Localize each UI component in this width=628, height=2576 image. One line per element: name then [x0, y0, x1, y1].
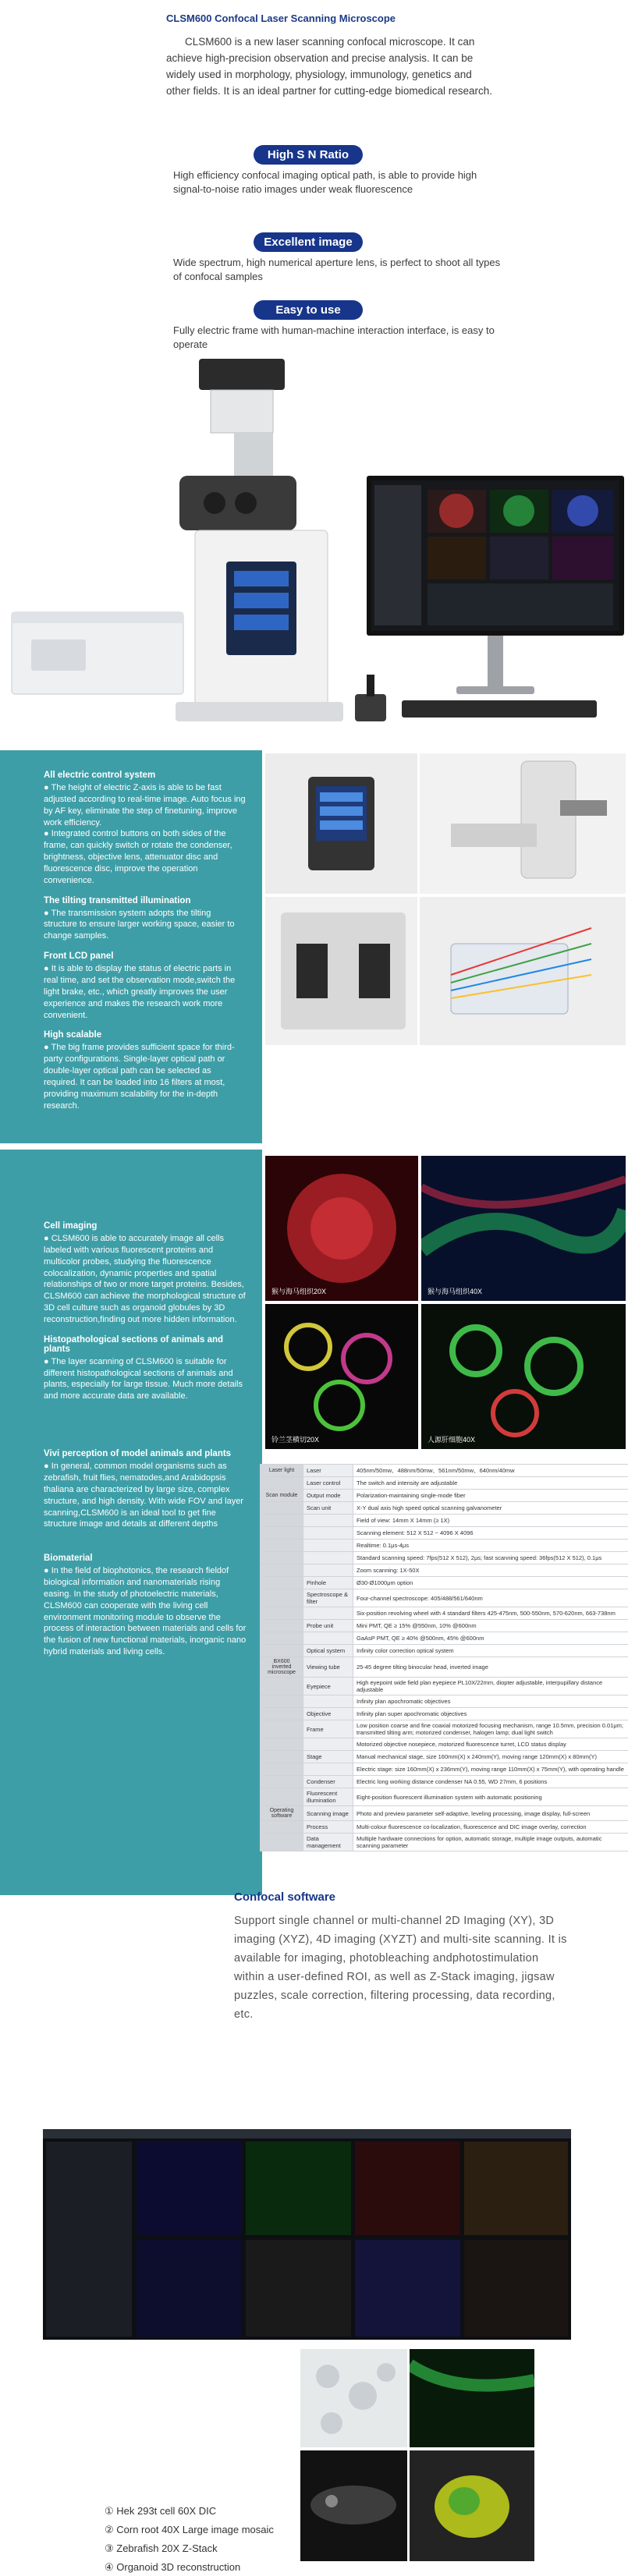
spec-value-cell: Realtime: 0.1μs-4μs: [353, 1540, 628, 1552]
spec-row: [261, 1515, 628, 1527]
spec-name-cell: [303, 1738, 353, 1751]
spec-name-cell: [303, 1632, 353, 1645]
gallery-image-4: [421, 1304, 626, 1449]
spec-group-cell: Operating software: [261, 1806, 303, 1821]
spec-group-cell: [261, 1540, 303, 1552]
spec-name-cell: Laser control: [303, 1477, 353, 1490]
spec-name-cell: Scan unit: [303, 1502, 353, 1515]
spec-group-cell: [261, 1515, 303, 1527]
applications-panel: [0, 1150, 262, 1895]
spec-group-cell: [261, 1607, 303, 1620]
spec-row: [261, 1708, 628, 1720]
spec-value-cell: Infinity plan super apochromatic objectives: [353, 1708, 628, 1720]
spec-name-cell: Fluorescent illumination: [303, 1788, 353, 1806]
hardware-title-3: Front LCD panel: [44, 951, 114, 962]
spec-value-cell: Field of view: 14mm X 14mm (≥ 1X): [353, 1515, 628, 1527]
hardware-features-panel: [0, 750, 262, 1143]
optical-path-diagram: [420, 897, 626, 1045]
spec-row: [261, 1788, 628, 1806]
sample-item-2: ② Corn root 40X Large image mosaic: [105, 2524, 274, 2536]
spec-group-cell: [261, 1552, 303, 1564]
spec-name-cell: Optical system: [303, 1645, 353, 1657]
gallery-caption-2: 猴与海马组织40X: [428, 1288, 483, 1295]
lcd-panel-photo: [265, 753, 417, 894]
page-title: CLSM600 Confocal Laser Scanning Microscope: [166, 12, 396, 24]
spec-value-cell: Multi-colour fluorescence co-localization, fluorescence and DIC image overlay, correction: [353, 1821, 628, 1834]
feature-desc-snr: High efficiency confocal imaging optical path, is able to provide high signal-to-noise ratio images under weak fluorescence: [173, 169, 477, 195]
software-screenshot: [43, 2129, 571, 2340]
tilting-illumination-photo: [420, 753, 626, 894]
spec-group-cell: BX600 inverted microscope: [261, 1657, 303, 1678]
sample-image-corn-root: [410, 2349, 534, 2447]
feature-badge-easy: Easy to use: [254, 300, 363, 320]
spec-name-cell: Frame: [303, 1720, 353, 1738]
spec-row: [261, 1776, 628, 1788]
spec-name-cell: [303, 1564, 353, 1577]
spec-group-cell: [261, 1834, 303, 1851]
spec-row: [261, 1490, 628, 1502]
spec-row: [261, 1834, 628, 1851]
spec-value-cell: Multiple hardware connections for option, automatic storage, multiple image outputs, automatic scanning parameter: [353, 1834, 628, 1851]
specification-table: [260, 1464, 628, 1851]
gallery-caption-4: 人源肝细胞40X: [428, 1436, 476, 1444]
application-title-bio: Biomaterial: [44, 1554, 93, 1564]
spec-row: [261, 1678, 628, 1695]
spec-group-cell: [261, 1720, 303, 1738]
spec-value-cell: Electric long working distance condenser NA 0.55, WD 27mm, 6 positions: [353, 1776, 628, 1788]
hardware-text-2: ● The transmission system adopts the tilting structure to ensure larger working space, easier to change samples.: [44, 908, 235, 941]
spec-group-cell: [261, 1788, 303, 1806]
application-text-vivi: ● In general, common model organisms such as zebrafish, fruit flies, nematodes,and Arabidopsis thaliana are characterized by large size, complex structure, and high density. With wide FOV and layer scanning,CLSM600 is an ideal tool to get fine structure image and details at different depths: [44, 1462, 243, 1529]
spec-name-cell: Condenser: [303, 1776, 353, 1788]
gallery-caption-3: 铃兰茎横切20X: [271, 1436, 320, 1444]
spec-group-cell: [261, 1763, 303, 1776]
spec-value-cell: Polarization-maintaining single-mode fiber: [353, 1490, 628, 1502]
spec-row: [261, 1527, 628, 1540]
spec-name-cell: Probe unit: [303, 1620, 353, 1632]
spec-group-cell: [261, 1751, 303, 1763]
application-title-histo: Histopathological sections of animals and plants: [44, 1334, 224, 1354]
spec-group-cell: [261, 1678, 303, 1695]
intro-paragraph: CLSM600 is a new laser scanning confocal microscope. It can achieve high-precision observation and precise analysis. It can be widely used in morphology, physiology, immunology, genetics and other fields. It is an ideal partner for cutting-edge biomedical research.: [166, 36, 492, 97]
spec-value-cell: Low position coarse and fine coaxial motorized focusing mechanism, range 10.5mm, precision 0.01μm; transmitted tilting arm; motorized condenser, halogen lamp; dual light switch: [353, 1720, 628, 1738]
spec-row: [261, 1564, 628, 1577]
gallery-caption-1: 猴与海马组织20X: [271, 1288, 327, 1295]
spec-row: [261, 1540, 628, 1552]
hardware-title-1: All electric control system: [44, 771, 156, 780]
spec-group-cell: [261, 1776, 303, 1788]
spec-row: [261, 1620, 628, 1632]
spec-group-cell: [261, 1632, 303, 1645]
spec-row: [261, 1720, 628, 1738]
spec-group-cell: [261, 1645, 303, 1657]
spec-row: [261, 1607, 628, 1620]
spec-row: [261, 1502, 628, 1515]
spec-value-cell: Six-position revolving wheel with 4 standard filters 425-475nm, 500-550nm, 570-620nm, 663-738nm: [353, 1607, 628, 1620]
spec-value-cell: Mini PMT, QE ≥ 15% @550nm, 10% @600nm: [353, 1620, 628, 1632]
spec-name-cell: Spectroscope & filter: [303, 1589, 353, 1607]
sample-item-1: ① Hek 293t cell 60X DIC: [105, 2505, 217, 2517]
spec-row: [261, 1552, 628, 1564]
spec-name-cell: [303, 1552, 353, 1564]
gallery-image-1: [265, 1156, 418, 1301]
sample-image-zebrafish: [300, 2450, 407, 2561]
spec-group-cell: [261, 1589, 303, 1607]
hardware-title-2: The tilting transmitted illumination: [44, 895, 191, 905]
control-buttons-photo: [265, 897, 417, 1045]
spec-value-cell: Standard scanning speed: 7fps(512 X 512), 2μs; fast scanning speed: 36fps(512 X 512), 0.1μs: [353, 1552, 628, 1564]
spec-name-cell: Viewing tube: [303, 1657, 353, 1678]
spec-row: [261, 1477, 628, 1490]
spec-value-cell: X-Y dual axis high speed optical scanning galvanometer: [353, 1502, 628, 1515]
spec-value-cell: Motorized objective nosepiece, motorized fluorescence turret, LCD status display: [353, 1738, 628, 1751]
spec-name-cell: Data management: [303, 1834, 353, 1851]
spec-name-cell: [303, 1527, 353, 1540]
spec-group-cell: [261, 1708, 303, 1720]
spec-name-cell: Scanning image: [303, 1806, 353, 1821]
feature-badge-snr: High S N Ratio: [254, 145, 363, 165]
microscope-system-illustration: [0, 359, 628, 749]
spec-row: [261, 1645, 628, 1657]
spec-row: [261, 1806, 628, 1821]
spec-row: [261, 1657, 628, 1678]
spec-value-cell: Four-channel spectroscope: 405/488/561/640nm: [353, 1589, 628, 1607]
spec-value-cell: High eyepoint wide field plan eyepiece PL10X/22mm, diopter adjustable, interpupillary distance adjustable: [353, 1678, 628, 1695]
hardware-text-3: ● It is able to display the status of electric parts in real time, and set the observation mode,switch the light brake, etc., which greatly improves the user experience and makes the research work more convenient.: [44, 964, 236, 1020]
spec-value-cell: Eight-position fluorescent illumination system with automatic positioning: [353, 1788, 628, 1806]
sample-item-4: ④ Organoid 3D reconstruction: [105, 2561, 241, 2574]
spec-group-cell: Scan module: [261, 1490, 303, 1502]
spec-name-cell: [303, 1695, 353, 1708]
hardware-text-4: ● The big frame provides sufficient space for third-party configurations. Single-layer optical path or double-layer optical path can be selected as required. It can be loaded into 16 filters at most, providing maximum scalability for the in-depth research.: [44, 1043, 235, 1111]
spec-name-cell: Objective: [303, 1708, 353, 1720]
spec-row: [261, 1577, 628, 1589]
spec-value-cell: Infinity plan apochromatic objectives: [353, 1695, 628, 1708]
spec-row: [261, 1763, 628, 1776]
spec-name-cell: [303, 1763, 353, 1776]
spec-name-cell: Laser: [303, 1465, 353, 1477]
spec-value-cell: Manual mechanical stage, size 160mm(X) x 240mm(Y), moving range 120mm(X) x 80mm(Y): [353, 1751, 628, 1763]
spec-group-cell: [261, 1502, 303, 1515]
software-title: Confocal software: [234, 1890, 336, 1904]
spec-row: [261, 1751, 628, 1763]
sample-list: [105, 2502, 274, 2576]
spec-group-cell: [261, 1620, 303, 1632]
spec-group-cell: [261, 1477, 303, 1490]
spec-name-cell: Process: [303, 1821, 353, 1834]
spec-group-cell: Laser light: [261, 1465, 303, 1477]
spec-name-cell: Pinhole: [303, 1577, 353, 1589]
application-title-vivi: Vivi perception of model animals and plants: [44, 1449, 232, 1459]
spec-group-cell: [261, 1738, 303, 1751]
spec-value-cell: 25-45 degree tilting binocular head, inverted image: [353, 1657, 628, 1678]
spec-name-cell: Output mode: [303, 1490, 353, 1502]
feature-desc-image: Wide spectrum, high numerical aperture lens, is perfect to shoot all types of confocal samples: [173, 257, 501, 282]
sample-image-organoid-3d: [410, 2450, 534, 2561]
spec-name-cell: [303, 1515, 353, 1527]
gallery-image-3: [265, 1304, 418, 1449]
spec-value-cell: GaAsP PMT, QE ≥ 40% @500nm, 45% @600nm: [353, 1632, 628, 1645]
spec-name-cell: [303, 1607, 353, 1620]
spec-group-cell: [261, 1564, 303, 1577]
hardware-text-1: ● The height of electric Z-axis is able to be fast adjusted according to real-time image. Auto focus ing by AF key, eliminate the step of finetuning, improve work efficiency. ● Integrated control buttons on both sides of the frame, can quickly switch or rotate the condenser, brightness, objective lens, attenuator disc and fluorescence disc, improve the operation convenience.: [44, 783, 246, 885]
spec-group-cell: [261, 1527, 303, 1540]
spec-value-cell: The switch and intensity are adjustable: [353, 1477, 628, 1490]
spec-value-cell: Infinity color correction optical system: [353, 1645, 628, 1657]
gallery-image-2: [421, 1156, 626, 1301]
spec-row: [261, 1695, 628, 1708]
sample-image-hek-cells: [300, 2349, 407, 2447]
spec-value-cell: Scanning element: 512 X 512 ~ 4096 X 4096: [353, 1527, 628, 1540]
feature-badge-image: Excellent image: [254, 232, 363, 252]
application-title-cell: Cell imaging: [44, 1221, 98, 1231]
spec-value-cell: Zoom scanning: 1X-50X: [353, 1564, 628, 1577]
spec-name-cell: [303, 1540, 353, 1552]
feature-desc-easy: Fully electric frame with human-machine interaction interface, is easy to operate: [173, 324, 495, 350]
spec-value-cell: Electric stage: size 160mm(X) x 236mm(Y), moving range 110mm(X) x 75mm(Y), with operating handle: [353, 1763, 628, 1776]
application-text-cell: ● CLSM600 is able to accurately image all cells labeled with various fluorescent proteins and multicolor probes, studying the fluorescence colocalization, dynamic properties and spatial relationships of two or more target proteins. Besides, CLSM600 can achieve the morphological structure of 3D cell culture such as organoid globules by 3D reconstruction,finding out more hidden information.: [44, 1234, 246, 1324]
spec-name-cell: Eyepiece: [303, 1678, 353, 1695]
spec-value-cell: 405nm/50mw、488nm/50mw、561nm/50mw、640nm/40mw: [353, 1465, 628, 1477]
spec-group-cell: [261, 1577, 303, 1589]
spec-row: [261, 1589, 628, 1607]
application-text-bio: ● In the field of biophotonics, the research fieldof biological information and nanomaterials rising easing. In the study of photoelectric materials, CLSM600 can cooperate with the living cell environment monitoring module to observe the process of interaction between materials and cells for the fusion of new functional materials, inorganic nano hybrid materials and living cells.: [44, 1566, 247, 1657]
spec-row: [261, 1465, 628, 1477]
spec-name-cell: Stage: [303, 1751, 353, 1763]
spec-group-cell: [261, 1821, 303, 1834]
software-description: Support single channel or multi-channel 2D Imaging (XY), 3D imaging (XYZ), 4D imaging (XYZT) and multi-site scanning. It is available for imaging, photobleaching andphotostimulation within a user-defined ROI, as well as Z-Stack imaging, jigsaw puzzles, scale correction, filtering processing, data recording, etc.: [234, 1915, 567, 2021]
sample-item-3: ③ Zebrafish 20X Z-Stack: [105, 2542, 218, 2555]
application-text-histo: ● The layer scanning of CLSM600 is suitable for different histopathological sections of animals and plants, especially for large tissue. Much more details and more accurate data are available.: [44, 1356, 243, 1401]
spec-row: [261, 1632, 628, 1645]
spec-row: [261, 1738, 628, 1751]
hardware-title-4: High scalable: [44, 1030, 102, 1040]
spec-row: [261, 1821, 628, 1834]
spec-value-cell: Photo and preview parameter self-adaptive, leveling processing, image display, full-screen: [353, 1806, 628, 1821]
spec-value-cell: Ø30-Ø1000μm option: [353, 1577, 628, 1589]
spec-group-cell: [261, 1695, 303, 1708]
